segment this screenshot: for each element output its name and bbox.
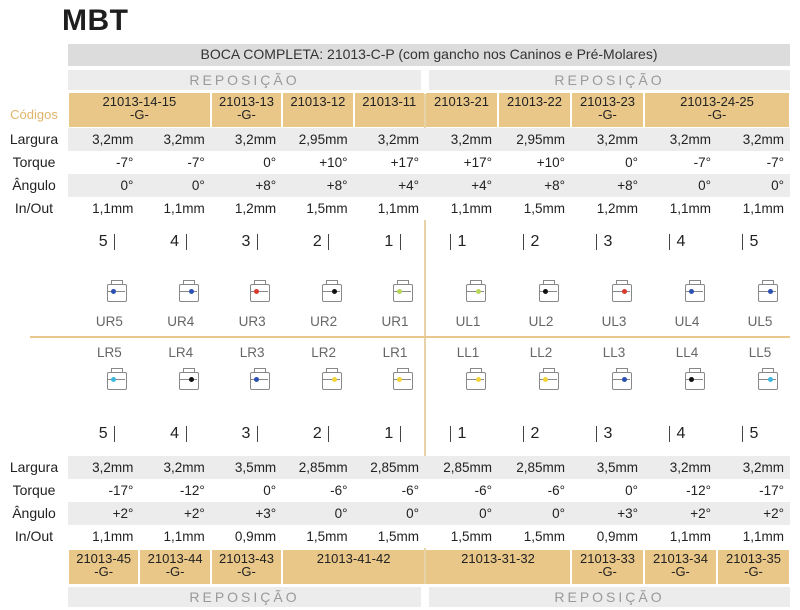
upper-cell: 1,1mm <box>450 201 492 216</box>
bracket-icon <box>537 280 561 304</box>
upper-tooth-number <box>139 233 210 253</box>
bracket-icon <box>464 368 488 392</box>
lower-tooth-label: LL3 <box>602 345 626 360</box>
bracket-icon <box>320 280 344 304</box>
upper-cell: 0° <box>263 155 277 170</box>
lower-cell: -6° <box>474 483 492 498</box>
lower-tooth-label: LR5 <box>97 345 122 360</box>
lower-cell: 3,5mm <box>234 460 277 475</box>
upper-code-text: 21013-23 <box>580 94 635 109</box>
lower-tooth-label: LL5 <box>748 345 772 360</box>
lower-cell: +3° <box>617 506 638 521</box>
upper-tooth-number <box>717 233 790 253</box>
lower-cell: 0,9mm <box>596 529 638 544</box>
lower-cell: -6° <box>330 483 348 498</box>
lower-tooth-number-label: 5 <box>742 426 765 442</box>
bracket-color-dot <box>768 289 773 294</box>
lower-tooth-number <box>425 425 498 445</box>
bracket-slot <box>685 291 703 292</box>
upper-code-sub: -G- <box>237 107 256 122</box>
lower-cell: +2° <box>690 506 711 521</box>
bracket-slot <box>107 291 125 292</box>
lower-tooth-number <box>571 425 644 445</box>
bracket-icon <box>105 368 129 392</box>
bracket-slot <box>393 291 411 292</box>
lower-tooth-label: LR4 <box>168 345 194 360</box>
upper-cell: +8° <box>617 178 638 193</box>
bracket-icon <box>683 280 707 304</box>
upper-tooth-number-label: 4 <box>164 234 187 250</box>
lower-tooth-number <box>644 425 717 445</box>
lower-code-sub: -G- <box>94 564 114 579</box>
bracket-color-dot <box>689 289 694 294</box>
lower-code-text: 21013-31-32 <box>461 551 535 566</box>
lower-tooth-number <box>498 425 571 445</box>
lower-cell: 0° <box>406 506 419 521</box>
upper-cell: -7° <box>115 155 134 170</box>
lower-tooth-number <box>139 425 210 445</box>
upper-cell: +8° <box>326 178 348 193</box>
upper-cell: 1,1mm <box>92 201 134 216</box>
upper-tooth-number-label: 1 <box>378 234 401 250</box>
upper-cell: 1,5mm <box>523 201 565 216</box>
upper-cell: +17° <box>463 155 492 170</box>
upper-code-text: 21013-13 <box>219 94 274 109</box>
bracket-slot <box>322 291 340 292</box>
lower-code-text: 21013-34 <box>653 551 708 566</box>
bracket-slot <box>322 379 340 380</box>
bracket-icon <box>610 368 634 392</box>
lower-code-text: 21013-35 <box>726 551 781 566</box>
upper-row-label: Torque <box>12 154 56 170</box>
lower-cell: 3,2mm <box>92 460 134 475</box>
bracket-icon <box>320 368 344 392</box>
lower-cell: -12° <box>686 483 711 498</box>
upper-tooth-number <box>211 233 282 253</box>
bracket-color-dot <box>543 289 548 294</box>
lower-tooth-number <box>282 425 353 445</box>
upper-tooth-label: UL3 <box>601 314 627 329</box>
upper-tooth-number-label: 3 <box>596 234 619 250</box>
upper-cell: 3,2mm <box>596 132 638 147</box>
lower-tooth-label: LL2 <box>529 345 553 360</box>
repos-label-right-top: REPOSIÇÃO <box>554 72 665 88</box>
bracket-body <box>107 372 127 390</box>
bracket-color-dot <box>332 377 337 382</box>
upper-tooth-number <box>571 233 644 253</box>
lower-tooth-number-label: 4 <box>164 426 187 442</box>
lower-tooth-number-label: 5 <box>92 426 115 442</box>
lower-tooth-number-label: 4 <box>669 426 692 442</box>
bracket-icon <box>177 368 201 392</box>
lower-cell: 1,1mm <box>163 529 205 544</box>
upper-tooth-number <box>282 233 353 253</box>
upper-tooth-number <box>425 233 498 253</box>
bracket-body <box>250 372 270 390</box>
upper-cell: +4° <box>398 178 419 193</box>
bracket-color-dot <box>397 377 402 382</box>
lower-cell: 1,5mm <box>306 529 348 544</box>
upper-code-sub: -G- <box>130 107 149 122</box>
lower-code-sub: -G- <box>598 564 617 579</box>
lower-tooth-label: LR3 <box>239 345 265 360</box>
upper-cell: 3,2mm <box>450 132 492 147</box>
upper-tooth-label: UL2 <box>528 314 554 329</box>
lower-tooth-number-label: 1 <box>450 426 473 442</box>
bracket-body <box>539 372 559 390</box>
bracket-body <box>685 284 705 302</box>
bracket-slot <box>758 379 776 380</box>
bracket-slot <box>612 379 630 380</box>
bracket-slot <box>393 379 411 380</box>
lower-cell: 0° <box>263 483 277 498</box>
repos-label-left-bottom: REPOSIÇÃO <box>189 589 300 605</box>
upper-cell: +8° <box>255 178 277 193</box>
lower-cell: 3,2mm <box>669 460 711 475</box>
upper-row-label: In/Out <box>14 200 54 216</box>
bracket-slot <box>250 379 268 380</box>
lower-cell: 1,5mm <box>377 529 419 544</box>
codes-label: Códigos <box>10 107 58 122</box>
upper-tooth-number-label: 4 <box>669 234 692 250</box>
upper-cell: 2,95mm <box>298 132 348 147</box>
upper-cell: 3,2mm <box>163 132 205 147</box>
repos-label-right-bottom: REPOSIÇÃO <box>554 589 665 605</box>
upper-cell: 1,1mm <box>669 201 711 216</box>
lower-cell: -6° <box>547 483 565 498</box>
bracket-slot <box>179 291 197 292</box>
lower-code-sub: -G- <box>671 564 690 579</box>
bracket-icon <box>177 280 201 304</box>
lower-cell: 0,9mm <box>234 529 277 544</box>
upper-cell: 1,5mm <box>306 201 348 216</box>
lower-cell: 2,85mm <box>443 460 492 475</box>
upper-tooth-label: UL4 <box>674 314 700 329</box>
lower-cell: -17° <box>759 483 784 498</box>
upper-cell: -7° <box>693 155 711 170</box>
upper-tooth-label: UL5 <box>747 314 773 329</box>
lower-cell: 1,5mm <box>523 529 565 544</box>
bracket-color-dot <box>543 377 548 382</box>
upper-row-label: Largura <box>9 131 59 147</box>
lower-tooth-number <box>717 425 790 445</box>
upper-tooth-label: UR4 <box>167 314 195 329</box>
bracket-slot <box>107 379 125 380</box>
lower-cell: 2,85mm <box>370 460 419 475</box>
bracket-color-dot <box>397 289 402 294</box>
lower-code-text: 21013-45 <box>76 551 132 566</box>
lower-cell: 1,1mm <box>742 529 784 544</box>
lower-code-text: 21013-44 <box>147 551 203 566</box>
bracket-color-dot <box>689 377 694 382</box>
lower-cell: 1,1mm <box>92 529 134 544</box>
lower-tooth-label: LL4 <box>675 345 699 360</box>
lower-cell: -6° <box>401 483 419 498</box>
repos-label-left-top: REPOSIÇÃO <box>189 72 300 88</box>
lower-code-text: 21013-33 <box>580 551 635 566</box>
lower-cell: +3° <box>255 506 277 521</box>
lower-cell: +2° <box>112 506 134 521</box>
upper-cell: 1,1mm <box>742 201 784 216</box>
bracket-icon <box>391 280 415 304</box>
lower-code-sub: -G- <box>237 564 256 579</box>
upper-tooth-label: UR2 <box>310 314 338 329</box>
lower-tooth-number <box>68 425 139 445</box>
upper-tooth-label: UL1 <box>455 314 481 329</box>
bracket-body <box>539 284 559 302</box>
upper-cell: 2,95mm <box>516 132 565 147</box>
upper-tooth-number-label: 5 <box>742 234 765 250</box>
header-text: BOCA COMPLETA: 21013-C-P (com gancho nos Caninos e Pré-Molares) <box>200 46 658 62</box>
bracket-color-dot <box>476 377 481 382</box>
bracket-slot <box>685 379 703 380</box>
lower-cell: 0° <box>479 506 492 521</box>
lower-tooth-number <box>211 425 282 445</box>
upper-cell: -7° <box>766 155 784 170</box>
upper-code-text: 21013-24-25 <box>680 94 754 109</box>
page-title: MBT <box>62 4 129 37</box>
upper-tooth-label: UR5 <box>95 314 123 329</box>
lower-row-label: Ângulo <box>12 505 56 521</box>
bracket-slot <box>179 379 197 380</box>
bracket-body <box>250 284 270 302</box>
lower-tooth-label: LR2 <box>311 345 336 360</box>
lower-cell: 1,1mm <box>669 529 711 544</box>
upper-tooth-number <box>354 233 425 253</box>
bracket-color-dot <box>768 377 773 382</box>
bracket-icon <box>610 280 634 304</box>
upper-tooth-label: UR3 <box>238 314 266 329</box>
upper-cell: +4° <box>471 178 492 193</box>
upper-cell: 0° <box>771 178 784 193</box>
bracket-color-dot <box>189 377 194 382</box>
bracket-icon <box>537 368 561 392</box>
bracket-icon <box>464 280 488 304</box>
bracket-slot <box>250 291 268 292</box>
upper-tooth-number-label: 5 <box>92 234 115 250</box>
bracket-slot <box>539 291 557 292</box>
upper-code-sub: -G- <box>707 107 727 122</box>
lower-tooth-number-label: 3 <box>596 426 619 442</box>
bracket-slot <box>758 291 776 292</box>
upper-cell: +10° <box>536 155 565 170</box>
lower-row-label: Largura <box>9 459 59 475</box>
lower-cell: +2° <box>763 506 784 521</box>
upper-cell: 1,2mm <box>596 201 638 216</box>
arch-divider <box>30 336 790 338</box>
lower-code-text: 21013-43 <box>219 551 274 566</box>
lower-cell: 3,2mm <box>742 460 784 475</box>
upper-cell: 3,2mm <box>742 132 784 147</box>
lower-cell: +2° <box>183 506 205 521</box>
upper-code-text: 21013-21 <box>434 94 489 109</box>
bracket-color-dot <box>332 289 337 294</box>
lower-tooth-number-label: 3 <box>235 426 258 442</box>
upper-cell: 3,2mm <box>234 132 277 147</box>
bracket-color-dot <box>622 289 627 294</box>
upper-tooth-number <box>498 233 571 253</box>
lower-tooth-label: LR1 <box>382 345 408 360</box>
lower-tooth-number-label: 1 <box>378 426 401 442</box>
upper-cell: 0° <box>625 155 638 170</box>
lower-tooth-label: LL1 <box>456 345 480 360</box>
upper-tooth-label: UR1 <box>381 314 409 329</box>
lower-row-label: In/Out <box>14 528 54 544</box>
upper-cell: -7° <box>187 155 205 170</box>
upper-tooth-number <box>644 233 717 253</box>
bracket-icon <box>248 280 272 304</box>
upper-code-text: 21013-14-15 <box>102 94 177 109</box>
upper-cell: 3,2mm <box>669 132 711 147</box>
bracket-body <box>393 284 413 302</box>
lower-tooth-number <box>354 425 425 445</box>
bracket-body <box>393 372 413 390</box>
lower-cell: 2,85mm <box>516 460 565 475</box>
bracket-slot <box>466 379 484 380</box>
upper-cell: 1,1mm <box>377 201 419 216</box>
lower-cell: 0° <box>625 483 638 498</box>
lower-row-label: Torque <box>12 482 56 498</box>
lower-cell: 3,2mm <box>163 460 205 475</box>
bracket-icon <box>105 280 129 304</box>
lower-tooth-number-label: 2 <box>306 426 329 442</box>
bracket-color-dot <box>189 289 194 294</box>
upper-cell: +8° <box>544 178 565 193</box>
bracket-body <box>107 284 127 302</box>
lower-cell: 0° <box>334 506 348 521</box>
upper-cell: 1,2mm <box>234 201 277 216</box>
upper-cell: 0° <box>120 178 134 193</box>
upper-tooth-number <box>68 233 139 253</box>
bracket-icon <box>683 368 707 392</box>
bracket-icon <box>756 368 780 392</box>
bracket-color-dot <box>622 377 627 382</box>
upper-tooth-number-label: 2 <box>523 234 546 250</box>
upper-tooth-number-label: 2 <box>306 234 329 250</box>
upper-cell: +17° <box>390 155 419 170</box>
upper-code-text: 21013-12 <box>290 94 346 109</box>
lower-cell: 2,85mm <box>298 460 348 475</box>
upper-cell: 0° <box>191 178 205 193</box>
upper-code-text: 21013-11 <box>362 94 417 109</box>
lower-cell: 0° <box>552 506 565 521</box>
bracket-icon <box>248 368 272 392</box>
bracket-slot <box>466 291 484 292</box>
lower-cell: 1,5mm <box>450 529 492 544</box>
upper-code-text: 21013-22 <box>507 94 562 109</box>
upper-cell: 3,2mm <box>92 132 134 147</box>
bracket-body <box>685 372 705 390</box>
bracket-slot <box>539 379 557 380</box>
upper-code-sub: -G- <box>598 107 617 122</box>
bracket-slot <box>612 291 630 292</box>
lower-code-text: 21013-41-42 <box>316 551 391 566</box>
bracket-icon <box>391 368 415 392</box>
lower-code-sub: -G- <box>744 564 763 579</box>
upper-cell: 3,2mm <box>377 132 419 147</box>
bracket-icon <box>756 280 780 304</box>
upper-tooth-number-label: 3 <box>235 234 258 250</box>
upper-row-label: Ângulo <box>12 177 56 193</box>
upper-cell: 0° <box>698 178 711 193</box>
upper-cell: +10° <box>319 155 348 170</box>
lower-cell: -17° <box>108 483 134 498</box>
upper-tooth-number-label: 1 <box>450 234 473 250</box>
lower-tooth-number-label: 2 <box>523 426 546 442</box>
lower-cell: -12° <box>179 483 205 498</box>
bracket-color-dot <box>476 289 481 294</box>
upper-cell: 1,1mm <box>163 201 205 216</box>
lower-code-sub: -G- <box>165 564 185 579</box>
lower-cell: 3,5mm <box>596 460 638 475</box>
